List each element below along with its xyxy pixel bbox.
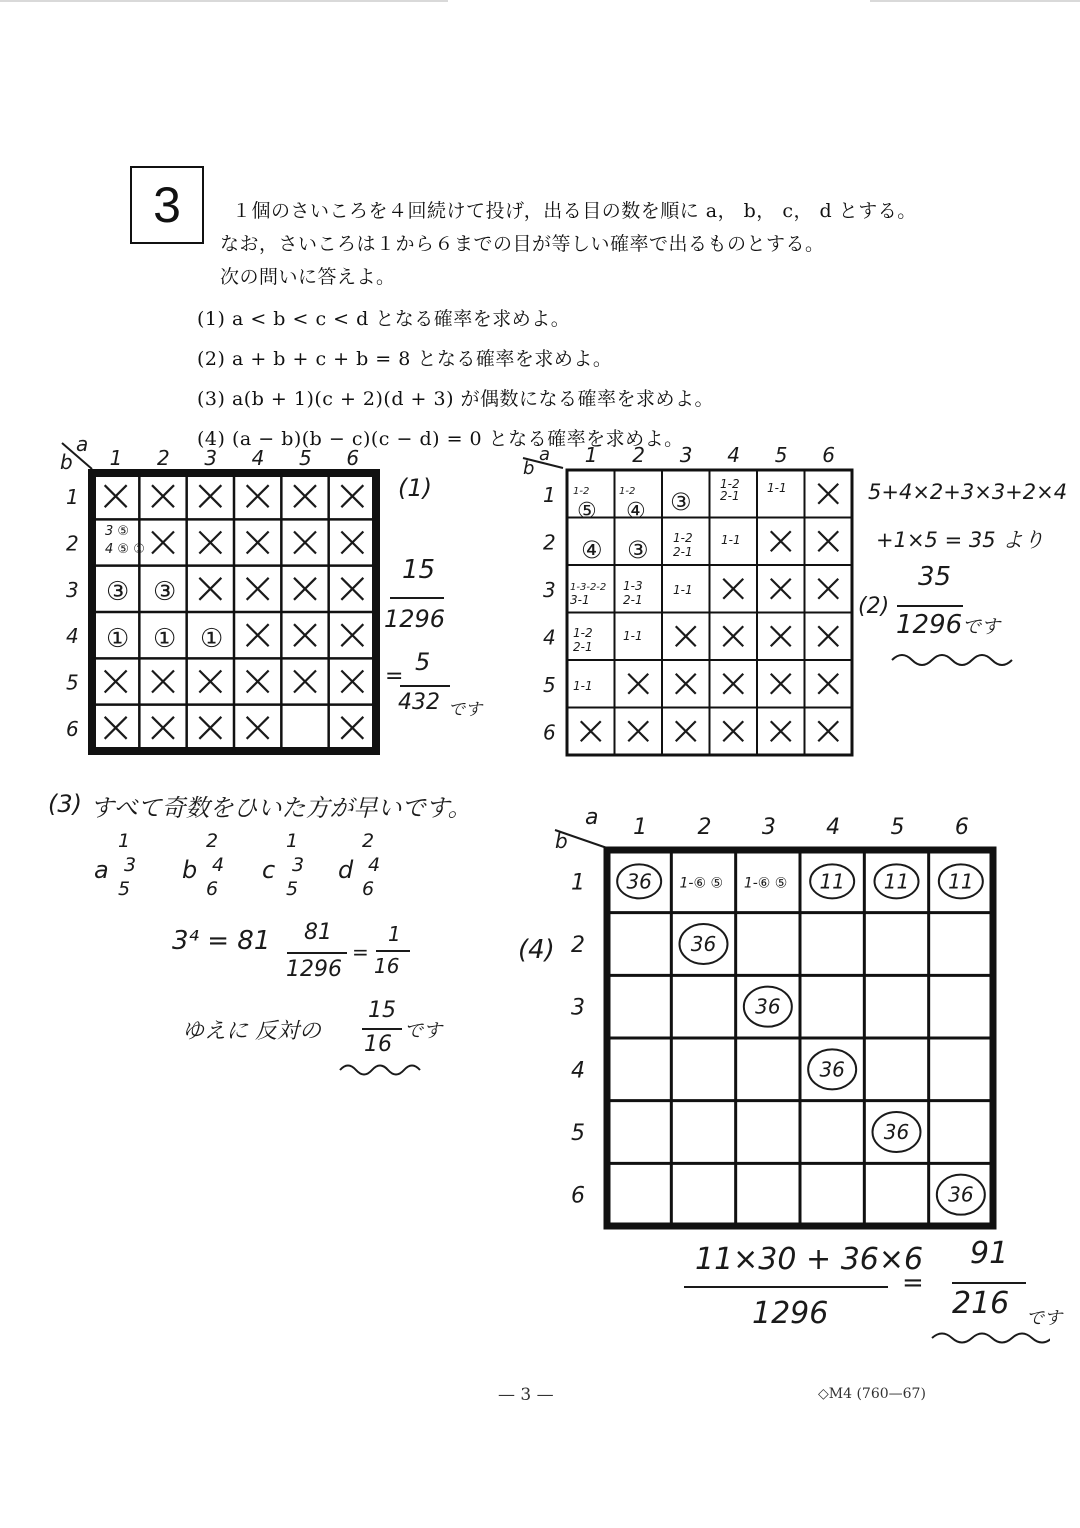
grid4-row-var: b (555, 829, 568, 853)
grid4-row1-note: 1-⑥ ⑤ (679, 875, 724, 892)
answer2-suffix: です (962, 616, 1001, 638)
grid2-note-e: 1-2 (720, 477, 740, 491)
grid4-row-label: 2 (571, 933, 585, 958)
grid1-row-label: 1 (66, 485, 79, 510)
grid2-row-label: 1 (543, 482, 556, 507)
question-2: (2) a + b + c + b = 8 となる確率を求めよ。 (197, 348, 613, 370)
answer1-label: (1) (398, 474, 432, 502)
grid4-diagonal-count-label: 36 (690, 932, 717, 956)
question-1: (1) a < b < c < d となる確率を求めよ。 (197, 308, 571, 330)
grid4-row-label: 3 (571, 995, 585, 1021)
grid1-row-label: 5 (66, 670, 79, 695)
grid4-col-label: 3 (761, 815, 776, 840)
grid-answer-4 (515, 800, 1005, 1235)
grid2-col-label: 2 (632, 443, 645, 467)
grid2-note-a: 1-2 (573, 486, 590, 497)
grid1-col-label: 4 (251, 446, 265, 470)
scan-edge-right (870, 0, 1080, 2)
answer3-choice-value: 2 (362, 830, 375, 852)
grid2-col-label: 6 (822, 443, 835, 467)
intro-line-2: なお，さいころは１から６までの目が等しい確率で出るものとする。 (220, 233, 825, 255)
grid4-diagonal-count-label: 36 (819, 1057, 845, 1082)
answer3-choice-value: 6 (362, 878, 375, 900)
answer3-heading: すべて奇数をひいた方が早いです。 (90, 794, 472, 822)
answer3-choice-value: 4 (212, 854, 225, 876)
answer3-label: (3) (48, 790, 82, 818)
grid4-col-label: 5 (890, 815, 905, 840)
grid2-note-b: 1-2 (619, 486, 636, 497)
grid2-note-p: 1-1 (623, 629, 643, 643)
answer2-label: (2) (858, 594, 890, 619)
grid2-col-label: 4 (727, 443, 740, 467)
answer4-calc-den: 1296 (752, 1296, 829, 1331)
grid-answer-1 (50, 425, 395, 770)
answer4-suffix: です (1026, 1308, 1062, 1329)
grid4-circled-count-label: 36 (626, 869, 652, 894)
grid1-row-var: b (60, 450, 73, 474)
grid1-note-a: 3 ⑤ (105, 524, 130, 539)
grid1-circ-4: ① (153, 624, 177, 654)
footer-code: ◇M4 (760—67) (818, 1386, 926, 1402)
grid2-row-label: 6 (543, 720, 556, 745)
grid2-circ-4b: ④ (581, 536, 603, 564)
grid2-row-label: 3 (543, 577, 556, 602)
grid2-note-d: 2-1 (673, 545, 693, 559)
grid1-note-b: 4 ⑤ ① (105, 542, 145, 557)
grid4-col-label: 2 (697, 815, 712, 840)
grid4-circled-count-label: 11 (819, 869, 845, 894)
grid2-col-label: 1 (584, 443, 598, 467)
grid1-circ-2: ③ (153, 577, 177, 607)
answer1-result-num: 5 (415, 648, 431, 676)
grid4-col-var: a (585, 805, 599, 830)
grid1-row-label: 6 (66, 716, 79, 741)
answer2-underline (890, 648, 1020, 670)
grid2-col-label: 3 (679, 443, 693, 467)
grid2-note-k: 1-3 (623, 579, 643, 593)
grid1-col-label: 5 (299, 446, 312, 470)
grid1-col-label: 2 (157, 446, 170, 470)
grid1-circ-3: ① (106, 624, 130, 654)
answer2-fraction-bar (895, 603, 967, 609)
answer3-frac-num: 81 (304, 920, 332, 945)
grid1-col-label: 1 (109, 446, 123, 470)
answer3-power: 3⁴ = 81 (172, 926, 271, 956)
page-number: — 3 — (498, 1385, 554, 1405)
grid4-diagonal-count-label: 36 (948, 1182, 974, 1207)
grid2-note-g: 1-1 (767, 481, 787, 495)
answer3-conclusion: ゆえに 反対の (182, 1019, 321, 1044)
answer2-expr-2: +1×5 = 35 より (876, 528, 1045, 552)
grid2-note-f: 2-1 (720, 489, 740, 503)
grid2-note-o: 2-1 (573, 640, 593, 654)
answer3-final-num: 15 (368, 998, 396, 1023)
grid4-row-label: 4 (571, 1058, 585, 1084)
grid-answer-2 (515, 440, 860, 765)
grid2-row-var: b (523, 458, 535, 479)
grid1-circ-1: ③ (106, 577, 130, 607)
answer3-final-den: 16 (364, 1032, 392, 1057)
answer4-result-num: 91 (970, 1236, 1009, 1271)
grid4-circled-count-label: 11 (948, 869, 974, 894)
answer3-simp-den: 16 (374, 954, 400, 978)
answer3-simp-num: 1 (388, 922, 401, 946)
answer1-result-bar (398, 683, 453, 689)
grid4-row-label: 6 (571, 1183, 585, 1209)
grid4-diagonal-count-label: 36 (755, 994, 781, 1019)
grid1-row-label: 4 (66, 624, 79, 649)
answer3-choice-value: 5 (118, 878, 131, 900)
answer4-result-den: 216 (952, 1286, 1010, 1321)
grid2-note-q: 1-1 (573, 679, 593, 693)
grid2-circ-3: ③ (670, 488, 692, 516)
answer3-choice-var: a (94, 856, 109, 884)
answer4-calc-bar (682, 1284, 892, 1290)
answer2-num: 35 (918, 562, 952, 592)
grid2-note-n: 1-2 (573, 626, 593, 640)
answer3-choice-value: 3 (124, 854, 137, 876)
grid2-circ-3b: ③ (627, 536, 649, 564)
grid4-circled-count-label: 11 (883, 869, 910, 894)
answer3-choice-value: 5 (286, 878, 299, 900)
grid4-row1-note: 1-⑥ ⑤ (743, 875, 788, 892)
answer3-eq: = (352, 940, 369, 964)
answer3-frac-den: 1296 (286, 957, 342, 982)
answer3-choice-value: 2 (206, 830, 219, 852)
answer1-den: 1296 (384, 605, 446, 633)
answer2-den: 1296 (896, 610, 963, 640)
answer3-choice-value: 4 (368, 854, 381, 876)
grid2-row-label: 5 (543, 672, 556, 697)
answer3-choice-value: 1 (286, 830, 299, 852)
answer1-fraction-bar (388, 595, 448, 601)
answer3-choice-value: 6 (206, 878, 219, 900)
answer3-choice-var: c (262, 856, 276, 884)
answer4-label: (4) (518, 935, 555, 965)
grid1-col-label: 6 (346, 446, 360, 470)
answer1-eq: = (385, 664, 404, 689)
intro-line-1: １個のさいころを４回続けて投げ，出る目の数を順に a， b， c， d とする。 (232, 200, 917, 222)
question-3: (3) a(b + 1)(c + 2)(d + 3) が偶数になる確率を求めよ。 (197, 388, 715, 410)
grid2-row-label: 4 (543, 625, 556, 650)
grid2-row-label: 2 (543, 530, 556, 555)
grid4-col-label: 1 (633, 815, 648, 840)
answer3-choice-var: b (182, 856, 198, 884)
grid1-circ-5: ① (200, 624, 224, 654)
grid1-col-var: a (76, 432, 89, 456)
scan-edge-left (0, 0, 448, 2)
grid2-note-m: 1-1 (673, 583, 693, 597)
grid2-col-var: a (539, 444, 551, 465)
intro-line-3: 次の問いに答えよ。 (220, 266, 396, 288)
answer3-choice-var: d (338, 856, 354, 884)
answer2-expr-1: 5+4×2+3×3+2×4 (868, 480, 1068, 504)
grid4-row-label: 5 (571, 1121, 585, 1146)
grid1-col-label: 3 (204, 446, 218, 470)
grid2-note-l: 2-1 (623, 593, 643, 607)
grid2-note-c: 1-2 (673, 531, 693, 545)
answer4-eq: = (902, 1268, 924, 1298)
answer3-suffix: です (404, 1020, 443, 1042)
answer1-suffix: です (448, 700, 482, 720)
answer1-result-den: 432 (398, 690, 440, 715)
grid1-row-label: 2 (66, 531, 79, 556)
answer3-choice-value: 3 (292, 854, 305, 876)
grid2-circ-4: ④ (626, 499, 646, 524)
grid1-row-label: 3 (66, 577, 79, 602)
grid2-col-label: 5 (774, 443, 788, 467)
grid2-circ-5: ⑤ (577, 499, 597, 524)
answer1-num: 15 (402, 555, 436, 585)
grid4-col-label: 6 (954, 815, 969, 840)
grid2-note-j: 3-1 (570, 593, 590, 607)
answer4-underline (930, 1326, 1050, 1348)
grid4-row-label: 1 (571, 870, 585, 896)
grid4-diagonal-count-label: 36 (883, 1120, 910, 1144)
answer4-calc-num: 11×30 + 36×6 (695, 1242, 924, 1277)
question-4: (4) (a − b)(b − c)(c − d) = 0 となる確率を求めよ。 (197, 428, 684, 450)
problem-number-box: 3 (130, 166, 204, 244)
grid2-note-h: 1-1 (721, 533, 741, 547)
answer3-choice-value: 1 (118, 830, 131, 852)
answer3-frac-bar (285, 950, 350, 956)
grid4-col-label: 4 (826, 815, 841, 840)
grid2-note-i: 1-3-2-2 (570, 582, 607, 593)
answer3-underline (338, 1058, 438, 1080)
